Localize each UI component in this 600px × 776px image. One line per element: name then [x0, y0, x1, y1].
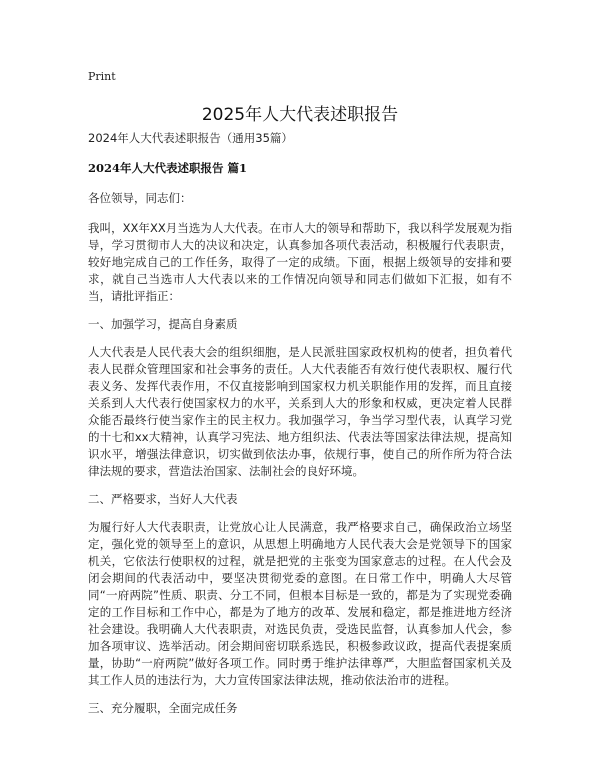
intro-paragraph: 我叫，XX年XX月当选为人大代表。在市人大的领导和帮助下，我以科学发展观为指导，学习贯彻市人大的决议和决定，认真参加各项代表活动，积极履行代表职责，较好地完成自己的工作任务，取得了一定的成绩。下面，根据上级领导的安排和要求，就自己当选市人大代表以来的工作情况向领导和同志们做如下汇报，如有不当，请批评指正：: [88, 221, 512, 303]
heading-study: 一、加强学习，提高自身素质: [88, 317, 238, 331]
print-link[interactable]: Print: [88, 70, 116, 83]
heading-duties: 三、充分履职，全面完成任务: [88, 701, 238, 715]
section-heading: 2024年人大代表述职报告 篇1: [88, 161, 248, 175]
page-title: 2025年人大代表述职报告: [201, 105, 399, 125]
paragraph-requirements: 为履行好人大代表职责，让党放心让人民满意，我严格要求自己，确保政治立场坚定，强化党的领导至上的意识，从思想上明确地方人民代表大会是党领导下的国家机关，它依法行使职权的过程，就是把党的主张变为国家意志的过程。在人代会及闭会期间的代表活动中，要坚决贯彻党委的意图。在日常工作中，明确人大尽管同“一府两院”性质、职责、分工不同，但根本目标是一致的，都是为了实现党委确定的工作目标和工作中心，都是为了地方的改革、发展和稳定，都是推进地方经济社会建设。我明确人大代表职责，对选民负责，受选民监督，认真参加人代会，参加各项审议、选举活动。闭会期间密切联系选民，积极参政议政，提高代表提案质量，协助“一府两院”做好各项工作。同时勇于维护法律尊严，大胆监督国家机关及其工作人员的违法行为，大力宣传国家法律法规，推动依法治市的进程。: [88, 520, 512, 687]
document-subtitle: 2024年人大代表述职报告（通用35篇）: [88, 131, 293, 145]
heading-requirements: 二、严格要求，当好人大代表: [88, 492, 238, 506]
greeting: 各位领导，同志们：: [88, 191, 192, 205]
paragraph-study: 人大代表是人民代表大会的组织细胞，是人民派驻国家政权机构的使者，担负着代表人民群众管理国家和社会事务的责任。人大代表能否有效行使代表职权、履行代表义务、发挥代表作用，不仅直接影响到国家权力机关职能作用的发挥，而且直接关系到人大代表行使国家权力的水平，关系到人大的形象和权威，更决定着人民群众能否最终行使当家作主的民主权力。我加强学习，争当学习型代表，认真学习党的十七和xx大精神，认真学习宪法、地方组织法、代表法等国家法律法规，提高知识水平，增强法律意识，切实做到依法办事，依规行事，使自己的所作所为符合法律法规的要求，营造法治国家、法制社会的良好环境。: [88, 345, 512, 478]
document-body: [88, 130, 512, 728]
